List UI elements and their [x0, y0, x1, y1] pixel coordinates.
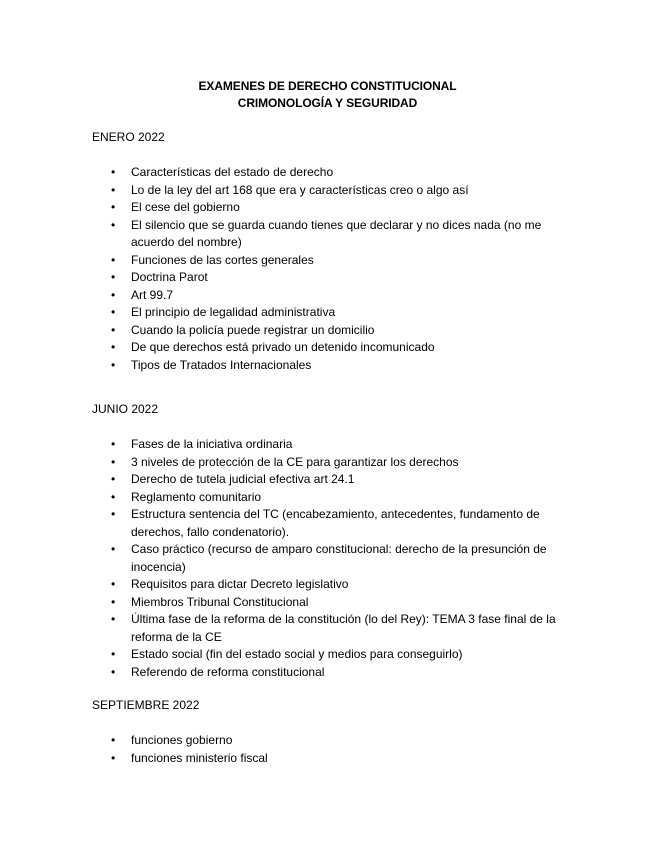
list-item: • Art 99.7: [92, 287, 579, 305]
list-item: • El cese del gobierno: [92, 199, 579, 217]
list-item: • Características del estado de derecho: [92, 164, 579, 182]
list-item: • Estructura sentencia del TC (encabezamiento, antecedentes, fundamento de derechos, fallo condenatorio).: [92, 506, 579, 541]
list-item: • Tipos de Tratados Internacionales: [92, 357, 579, 375]
section-septiembre-2022: [92, 697, 592, 767]
bullet-list: [92, 732, 592, 767]
document-title-line-2: CRIMONOLOGÍA Y SEGURIDAD: [237, 96, 418, 110]
section-heading: ENERO 2022: [92, 130, 165, 144]
list-item: • Lo de la ley del art 168 que era y características creo o algo así: [92, 182, 579, 200]
list-item: • Derecho de tutela judicial efectiva art 24.1: [92, 471, 579, 489]
list-item: • Referendo de reforma constitucional: [92, 664, 579, 682]
list-item: • Requisitos para dictar Decreto legislativo: [92, 576, 579, 594]
bullet-list: [92, 164, 592, 374]
section-enero-2022: [92, 129, 592, 374]
list-item: • Funciones de las cortes generales: [92, 252, 579, 270]
list-item: • Estado social (fin del estado social y medios para conseguirlo): [92, 646, 579, 664]
list-item: • El silencio que se guarda cuando tienes que declarar y no dices nada (no me acuerdo del nombre): [92, 217, 579, 252]
list-item: • 3 niveles de protección de la CE para garantizar los derechos: [92, 454, 579, 472]
list-item: • Doctrina Parot: [92, 269, 579, 287]
list-item: • Caso práctico (recurso de amparo constitucional: derecho de la presunción de inocencia): [92, 541, 579, 576]
section-junio-2022: [92, 401, 592, 681]
list-item: • El principio de legalidad administrativa: [92, 304, 579, 322]
list-item: • funciones ministerio fiscal: [92, 750, 579, 768]
list-item: • Cuando la policía puede registrar un domicilio: [92, 322, 579, 340]
list-item: • Última fase de la reforma de la constitución (lo del Rey): TEMA 3 fase final de la reforma de la CE: [92, 611, 579, 646]
document-title-line-1: EXAMENES DE DERECHO CONSTITUCIONAL: [198, 79, 457, 93]
list-item: • De que derechos está privado un detenido incomunicado: [92, 339, 579, 357]
section-heading: SEPTIEMBRE 2022: [92, 698, 200, 712]
section-heading: JUNIO 2022: [92, 402, 159, 416]
list-item: • Miembros Tribunal Constitucional: [92, 594, 579, 612]
list-item: • funciones gobierno: [92, 732, 579, 750]
bullet-list: [92, 436, 592, 681]
list-item: • Fases de la iniciativa ordinaria: [92, 436, 579, 454]
list-item: • Reglamento comunitario: [92, 489, 579, 507]
